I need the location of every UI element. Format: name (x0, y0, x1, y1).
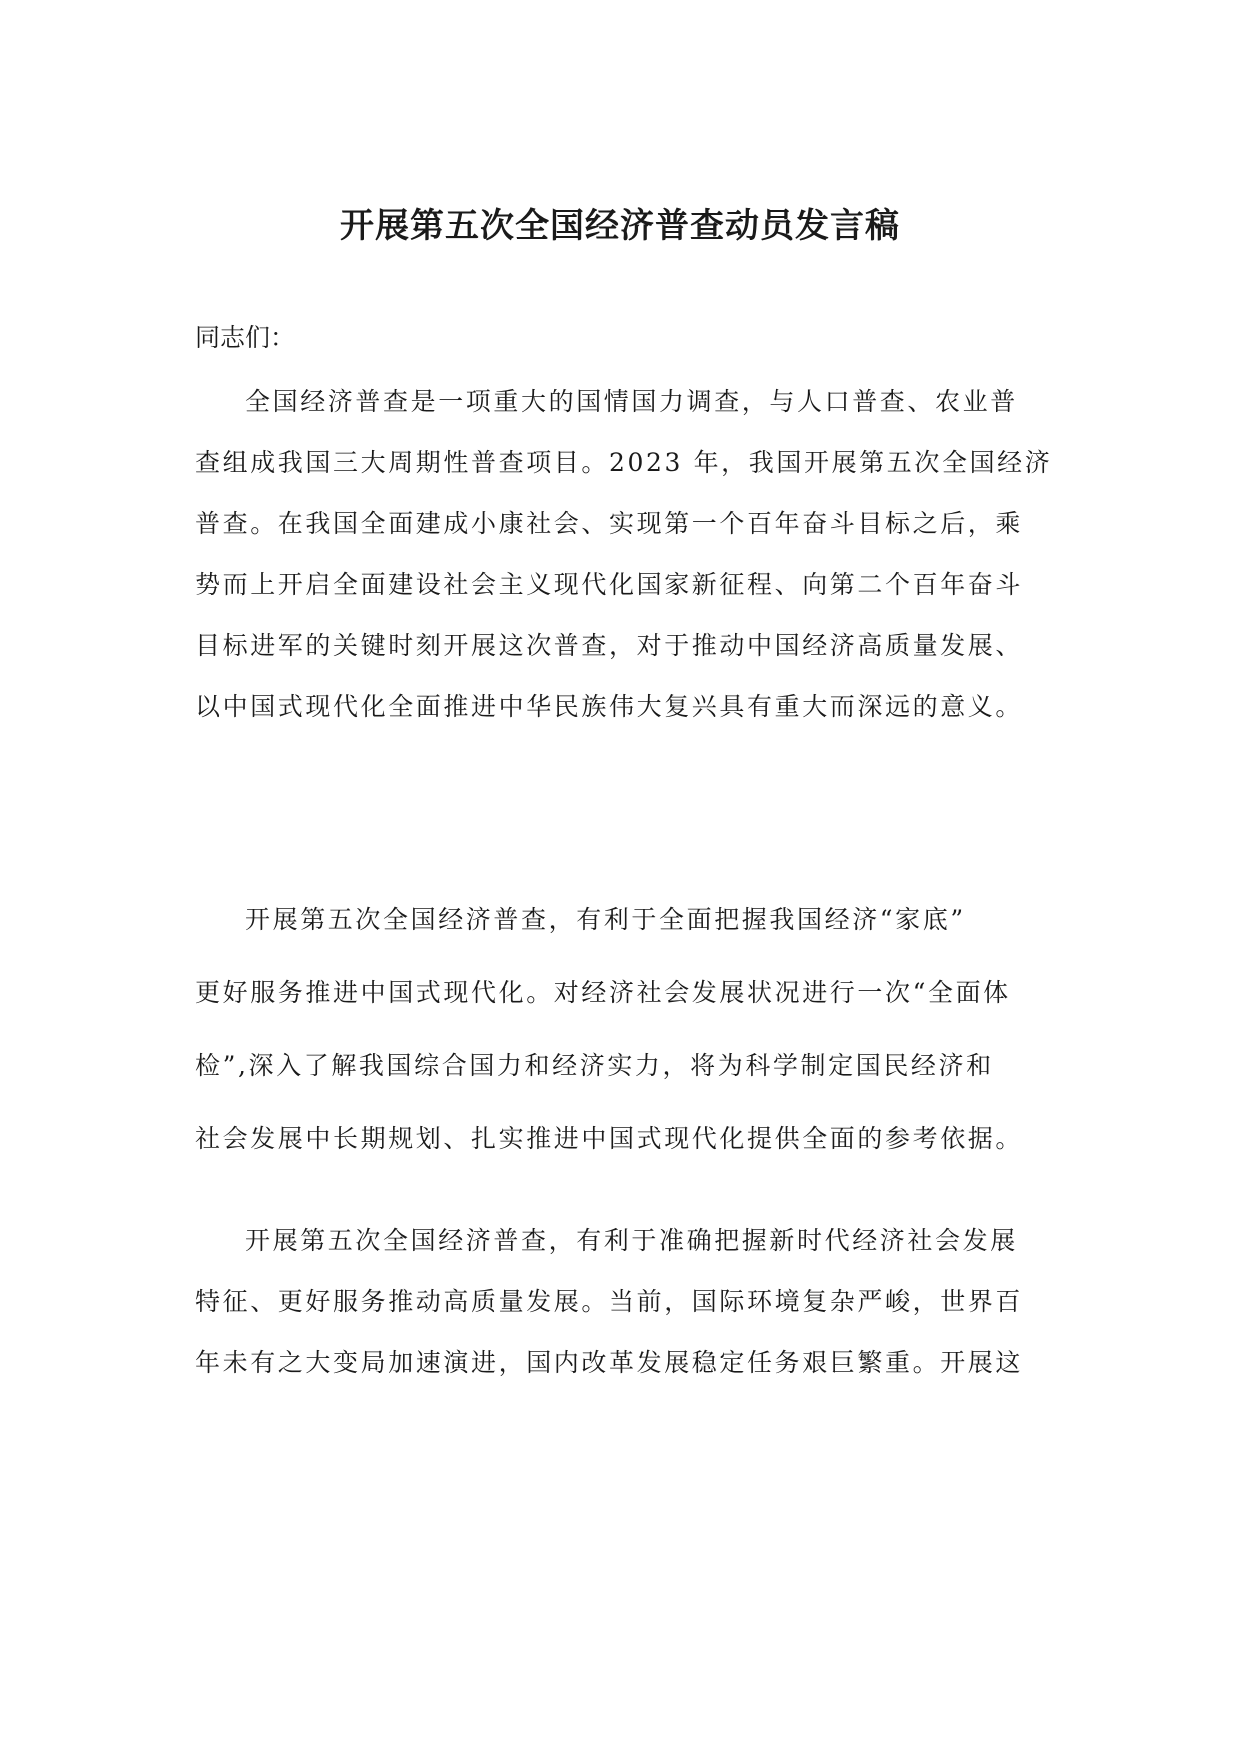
paragraph-line: 特征、更好服务推动高质量发展。当前，国际环境复杂严峻，世界百 (195, 1287, 1024, 1316)
paragraph-line: 社会发展中长期规划、扎实推进中国式现代化提供全面的参考依据。 (195, 1124, 1024, 1153)
paragraph-line: 普查。在我国全面建成小康社会、实现第一个百年奋斗目标之后，乘 (195, 509, 1024, 538)
paragraph-3 (195, 1210, 1065, 1393)
paragraph-line: 全国经济普查是一项重大的国情国力调查，与人口普查、农业普 (245, 387, 1018, 416)
paragraph-line: 查组成我国三大周期性普查项目。2023 年，我国开展第五次全国经济 (195, 448, 1053, 477)
paragraph-1 (195, 371, 1065, 737)
paragraph-line: 开展第五次全国经济普查，有利于全面把握我国经济“家底” (245, 905, 966, 934)
paragraph-line: 目标进军的关键时刻开展这次普查，对于推动中国经济高质量发展、 (195, 631, 1024, 660)
paragraph-line: 开展第五次全国经济普查，有利于准确把握新时代经济社会发展 (245, 1226, 1018, 1255)
paragraph-line: 更好服务推进中国式现代化。对经济社会发展状况进行一次“全面体 (195, 978, 1011, 1007)
paragraph-line: 势而上开启全面建设社会主义现代化国家新征程、向第二个百年奋斗 (195, 570, 1024, 599)
document-title: 开展第五次全国经济普查动员发言稿 (340, 206, 900, 246)
paragraph-line: 以中国式现代化全面推进中华民族伟大复兴具有重大而深远的意义。 (195, 692, 1024, 721)
paragraph-line: 检”,深入了解我国综合国力和经济实力，将为科学制定国民经济和 (195, 1051, 994, 1080)
salutation: 同志们： (195, 323, 296, 352)
paragraph-line: 年未有之大变局加速演进，国内改革发展稳定任务艰巨繁重。开展这 (195, 1348, 1024, 1377)
paragraph-2 (195, 883, 1065, 1175)
